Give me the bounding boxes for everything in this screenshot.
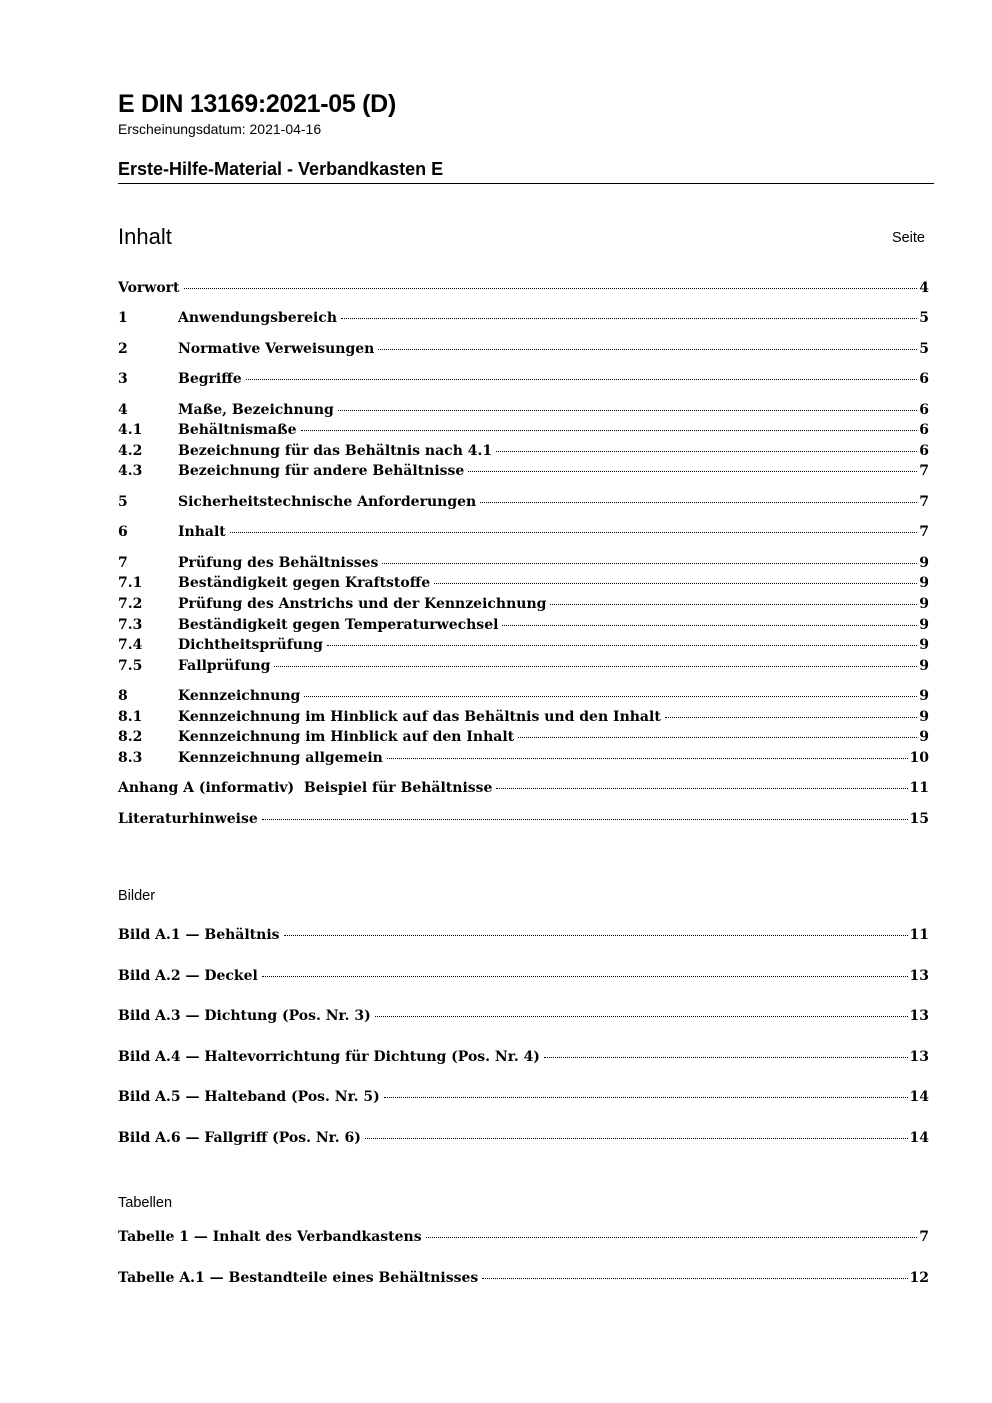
dot-leader bbox=[378, 349, 917, 350]
header-divider bbox=[118, 183, 934, 184]
toc-entry-text: Normative Verweisungen bbox=[178, 341, 375, 357]
toc-entry-8[interactable] bbox=[118, 688, 929, 708]
toc-entry-number: 7.4 bbox=[118, 637, 143, 653]
table-entry-text: Tabelle A.1 — Bestandteile eines Behältnisses bbox=[118, 1270, 479, 1286]
dot-leader bbox=[301, 430, 918, 431]
toc-entry-page: 6 bbox=[919, 402, 929, 418]
toc-entry-page: 7 bbox=[919, 463, 929, 479]
toc-heading: Inhalt bbox=[118, 224, 172, 249]
toc-entry-5[interactable] bbox=[118, 494, 929, 514]
toc-entry-number: 6 bbox=[118, 524, 128, 540]
toc-entry-8-2[interactable] bbox=[118, 729, 929, 749]
dot-leader bbox=[665, 717, 917, 718]
dot-leader bbox=[496, 451, 917, 452]
page-column-label: Seite bbox=[891, 230, 925, 246]
toc-entry-page: 9 bbox=[919, 658, 929, 674]
toc-entry-literaturhinweise[interactable] bbox=[118, 811, 929, 831]
toc-entry-text: Anwendungsbereich bbox=[178, 310, 337, 326]
dot-leader bbox=[327, 645, 917, 646]
toc-entry-text: Bezeichnung für andere Behältnisse bbox=[178, 463, 465, 479]
toc-entry-text: Maße, Bezeichnung bbox=[178, 402, 334, 418]
dot-leader bbox=[284, 935, 908, 936]
toc-entry-8-3[interactable] bbox=[118, 750, 929, 770]
toc-entry-text: Bezeichnung für das Behältnis nach 4.1 bbox=[178, 443, 493, 459]
toc-entry-number: 2 bbox=[118, 341, 128, 357]
toc-entry-text: Beständigkeit gegen Kraftstoffe bbox=[178, 575, 431, 591]
document-title: Erste-Hilfe-Material - Verbandkasten E bbox=[118, 159, 444, 179]
table-entry-page: 12 bbox=[909, 1270, 929, 1286]
toc-entry-page: 9 bbox=[919, 709, 929, 725]
dot-leader bbox=[550, 604, 917, 605]
toc-entry-text: Begriffe bbox=[178, 371, 242, 387]
toc-entry-page: 9 bbox=[919, 596, 929, 612]
dot-leader bbox=[341, 318, 917, 319]
toc-entry-page: 9 bbox=[919, 729, 929, 745]
toc-entry-page: 4 bbox=[919, 280, 929, 296]
toc-entry-4-2[interactable] bbox=[118, 443, 929, 463]
dot-leader bbox=[434, 583, 917, 584]
figure-entry-text: Bild A.1 — Behältnis bbox=[118, 927, 280, 943]
dot-leader bbox=[304, 696, 917, 697]
toc-entry-page: 9 bbox=[919, 617, 929, 633]
toc-entry-page: 9 bbox=[919, 688, 929, 704]
toc-entry-number: 4.3 bbox=[118, 463, 143, 479]
toc-entry-number: 7.2 bbox=[118, 596, 143, 612]
toc-entry-page: 7 bbox=[919, 524, 929, 540]
figure-entry-text: Bild A.2 — Deckel bbox=[118, 968, 258, 984]
table-entry-page: 7 bbox=[919, 1229, 929, 1245]
toc-entry-4[interactable] bbox=[118, 402, 929, 422]
toc-entry-text: Kennzeichnung im Hinblick auf das Behältnis und den Inhalt bbox=[178, 709, 661, 725]
dot-leader bbox=[544, 1057, 908, 1058]
toc-entry-1[interactable] bbox=[118, 310, 929, 330]
dot-leader bbox=[480, 502, 917, 503]
toc-entry-7-5[interactable] bbox=[118, 658, 929, 678]
dot-leader bbox=[230, 532, 917, 533]
figure-entry-page: 14 bbox=[909, 1089, 929, 1105]
dot-leader bbox=[496, 788, 907, 789]
toc-entry-text: Anhang A (informativ) Beispiel für Behältnisse bbox=[118, 780, 493, 796]
toc-entry-text: Kennzeichnung im Hinblick auf den Inhalt bbox=[178, 729, 515, 745]
toc-entry-number: 5 bbox=[118, 494, 128, 510]
figure-entry-a5[interactable] bbox=[118, 1089, 929, 1109]
figure-entry-a3[interactable] bbox=[118, 1008, 929, 1028]
toc-entry-page: 5 bbox=[919, 310, 929, 326]
toc-entry-page: 9 bbox=[919, 555, 929, 571]
dot-leader bbox=[426, 1237, 918, 1238]
document-id: E DIN 13169:2021-05 (D) bbox=[118, 90, 396, 118]
figure-entry-a1[interactable] bbox=[118, 927, 929, 947]
toc-entry-7-2[interactable] bbox=[118, 596, 929, 616]
toc-entry-page: 6 bbox=[919, 422, 929, 438]
dot-leader bbox=[365, 1138, 908, 1139]
figure-entry-a2[interactable] bbox=[118, 968, 929, 988]
figure-entry-text: Bild A.5 — Halteband (Pos. Nr. 5) bbox=[118, 1089, 380, 1105]
toc-entry-text: Beständigkeit gegen Temperaturwechsel bbox=[178, 617, 499, 633]
toc-entry-7-1[interactable] bbox=[118, 575, 929, 595]
dot-leader bbox=[384, 1097, 908, 1098]
dot-leader bbox=[375, 1016, 908, 1017]
toc-entry-vorwort[interactable] bbox=[118, 280, 929, 300]
toc-entry-page: 9 bbox=[919, 575, 929, 591]
toc-entry-page: 15 bbox=[909, 811, 929, 827]
dot-leader bbox=[518, 737, 917, 738]
toc-entry-8-1[interactable] bbox=[118, 709, 929, 729]
toc-entry-page: 11 bbox=[909, 780, 929, 796]
toc-entry-text: Prüfung des Behältnisses bbox=[178, 555, 379, 571]
dot-leader bbox=[184, 288, 918, 289]
toc-entry-text: Kennzeichnung allgemein bbox=[178, 750, 383, 766]
dot-leader bbox=[482, 1278, 907, 1279]
toc-entry-number: 8 bbox=[118, 688, 128, 704]
toc-entry-4-1[interactable] bbox=[118, 422, 929, 442]
toc-entry-page: 5 bbox=[919, 341, 929, 357]
toc-entry-number: 8.1 bbox=[118, 709, 143, 725]
toc-entry-number: 7.3 bbox=[118, 617, 143, 633]
toc-entry-text: Sicherheitstechnische Anforderungen bbox=[178, 494, 477, 510]
toc-entry-number: 7.1 bbox=[118, 575, 143, 591]
toc-entry-2[interactable] bbox=[118, 341, 929, 361]
toc-entry-6[interactable] bbox=[118, 524, 929, 544]
dot-leader bbox=[382, 563, 917, 564]
figure-entry-page: 13 bbox=[909, 1008, 929, 1024]
toc-entry-text: Vorwort bbox=[118, 280, 180, 296]
dot-leader bbox=[246, 379, 918, 380]
figure-entry-a6[interactable] bbox=[118, 1130, 929, 1150]
dot-leader bbox=[262, 819, 908, 820]
figure-entry-page: 11 bbox=[909, 927, 929, 943]
table-entry-a1[interactable] bbox=[118, 1270, 929, 1290]
toc-entry-7[interactable] bbox=[118, 555, 929, 575]
toc-entry-page: 6 bbox=[919, 443, 929, 459]
figure-entry-text: Bild A.6 — Fallgriff (Pos. Nr. 6) bbox=[118, 1130, 361, 1146]
table-entry-1[interactable] bbox=[118, 1229, 929, 1249]
figure-entry-page: 13 bbox=[909, 1049, 929, 1065]
toc-entry-page: 9 bbox=[919, 637, 929, 653]
dot-leader bbox=[502, 625, 917, 626]
figure-entry-text: Bild A.4 — Haltevorrichtung für Dichtung (Pos. Nr. 4) bbox=[118, 1049, 540, 1065]
dot-leader bbox=[387, 758, 908, 759]
dot-leader bbox=[274, 666, 917, 667]
toc-entry-page: 10 bbox=[909, 750, 929, 766]
toc-entry-text: Behältnismaße bbox=[178, 422, 297, 438]
toc-entry-4-3[interactable] bbox=[118, 463, 929, 483]
figure-entry-a4[interactable] bbox=[118, 1049, 929, 1069]
figure-entry-text: Bild A.3 — Dichtung (Pos. Nr. 3) bbox=[118, 1008, 371, 1024]
table-entry-text: Tabelle 1 — Inhalt des Verbandkastens bbox=[118, 1229, 422, 1245]
toc-entry-7-3[interactable] bbox=[118, 617, 929, 637]
toc-entry-7-4[interactable] bbox=[118, 637, 929, 657]
dot-leader bbox=[262, 976, 908, 977]
toc-entry-page: 6 bbox=[919, 371, 929, 387]
toc-entry-text: Prüfung des Anstrichs und der Kennzeichnung bbox=[178, 596, 547, 612]
toc-entry-number: 1 bbox=[118, 310, 128, 326]
toc-entry-text: Kennzeichnung bbox=[178, 688, 301, 704]
dot-leader bbox=[468, 471, 917, 472]
toc-entry-number: 8.2 bbox=[118, 729, 143, 745]
figures-section-label: Bilder bbox=[118, 888, 156, 904]
toc-entry-number: 7 bbox=[118, 555, 128, 571]
figure-entry-page: 13 bbox=[909, 968, 929, 984]
toc-entry-number: 4.2 bbox=[118, 443, 143, 459]
toc-entry-text: Inhalt bbox=[178, 524, 226, 540]
toc-entry-text: Literaturhinweise bbox=[118, 811, 258, 827]
tables-section-label: Tabellen bbox=[118, 1195, 173, 1211]
dot-leader bbox=[338, 410, 917, 411]
toc-entry-3[interactable] bbox=[118, 371, 929, 391]
publication-date: Erscheinungsdatum: 2021-04-16 bbox=[118, 121, 322, 137]
toc-entry-number: 8.3 bbox=[118, 750, 143, 766]
toc-entry-text: Fallprüfung bbox=[178, 658, 271, 674]
toc-entry-number: 4.1 bbox=[118, 422, 143, 438]
figure-entry-page: 14 bbox=[909, 1130, 929, 1146]
toc-entry-number: 3 bbox=[118, 371, 128, 387]
toc-entry-anhang-a[interactable] bbox=[118, 780, 929, 800]
toc-entry-number: 7.5 bbox=[118, 658, 143, 674]
toc-entry-number: 4 bbox=[118, 402, 128, 418]
toc-entry-page: 7 bbox=[919, 494, 929, 510]
toc-entry-text: Dichtheitsprüfung bbox=[178, 637, 323, 653]
